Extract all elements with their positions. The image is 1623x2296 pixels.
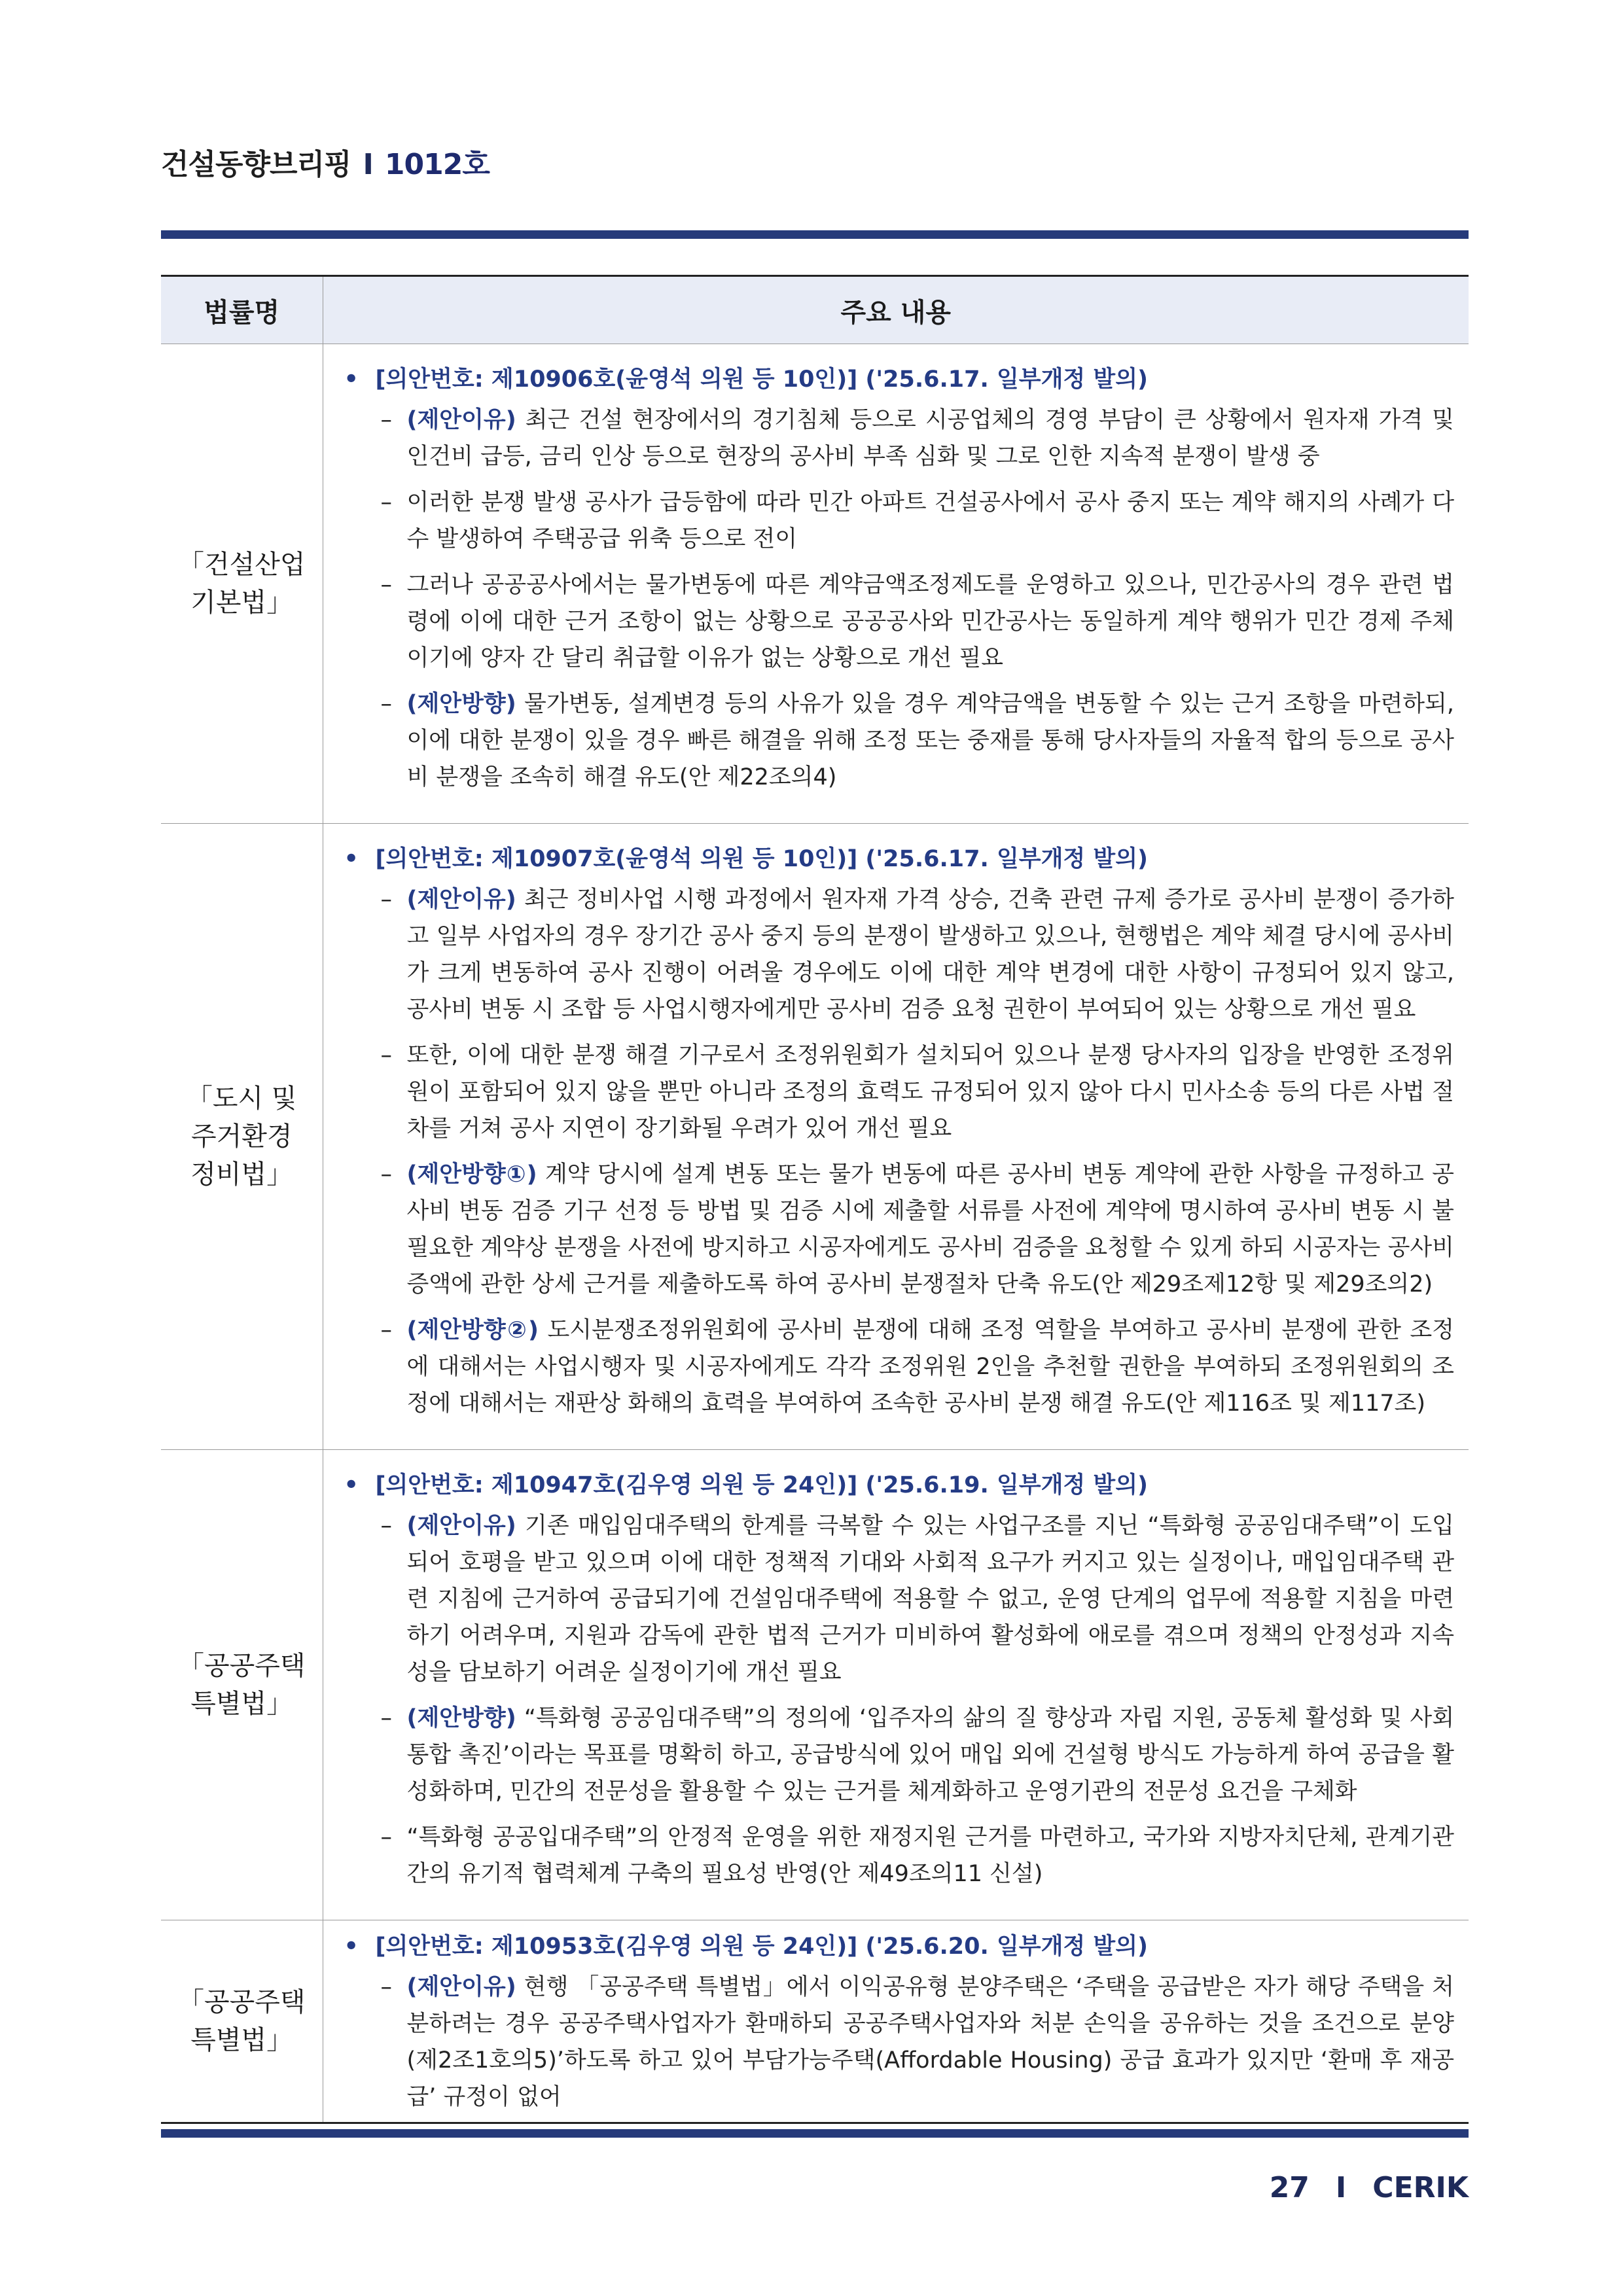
bullet-icon: •: [344, 846, 359, 872]
law-name: 「공공주택 특별법」: [161, 1920, 323, 2123]
table-row: [161, 344, 1469, 824]
bullet-icon: •: [344, 1934, 359, 1960]
law-name: 「공공주택 특별법」: [161, 1450, 323, 1920]
table-header-row: [161, 276, 1469, 344]
bullet-icon: •: [344, 366, 359, 393]
list-item: – (제안방향) “특화형 공공임대주택”의 정의에 ‘입주자의 삶의 질 향상과 자립 지원, 공동체 활성화 및 사회통합 촉진’이라는 목표를 명확히 하고, 공급방식에 있어 매입 외에 건설형 방식도 가능하게 하여 공급을 활성화하며, 민간의 전문성을 활용할 수 있는 근거를 체계화하고 운영기관의 전문성 요건을 구체화: [380, 1705, 1454, 1805]
bill-heading: • [의안번호: 제10906호(윤영석 의원 등 10인)] ('25.6.17. 일부개정 발의): [323, 361, 1455, 398]
law-name: 「도시 및 주거환경 정비법」: [161, 824, 323, 1450]
table-row: [161, 1450, 1469, 1920]
list-item: – “특화형 공공입대주택”의 안정적 운영을 위한 재정지원 근거를 마련하고, 국가와 지방자치단체, 관계기관 간의 유기적 협력체계 구축의 필요성 반영(안 제49조의11 신설): [380, 1824, 1454, 1887]
list-item: – (제안이유) 최근 건설 현장에서의 경기침체 등으로 시공업체의 경영 부담이 큰 상황에서 원자재 가격 및 인건비 급등, 금리 인상 등으로 현장의 공사비 부족 심화 및 그로 인한 지속적 분쟁이 발생 중: [380, 407, 1454, 470]
list-item: – (제안방향) 물가변동, 설계변경 등의 사유가 있을 경우 계약금액을 변동할 수 있는 근거 조항을 마련하되, 이에 대한 분쟁이 있을 경우 빠른 해결을 위해 조정 또는 중재를 통해 당사자들의 자율적 합의 등으로 공사비 분쟁을 조속히 해결 유도(안 제22조의4): [380, 691, 1454, 790]
bill-heading: • [의안번호: 제10953호(김우영 의원 등 24인)] ('25.6.20. 일부개정 발의): [323, 1928, 1455, 1965]
list-item: – (제안이유) 최근 정비사업 시행 과정에서 원자재 가격 상승, 건축 관련 규제 증가로 공사비 분쟁이 증가하고 일부 사업자의 경우 장기간 공사 중지 등의 분쟁이 발생하고 있으나, 현행법은 계약 체결 당시에 공사비가 크게 변동하여 공사 진행이 어려울 경우에도 이에 대한 계약 변경에 대한 사항이 규정되어 있지 않고, 공사비 변동 시 조합 등 사업시행자에게만 공사비 검증 요청 권한이 부여되어 있는 상황으로 개선 필요: [380, 887, 1454, 1023]
list-item: – 이러한 분쟁 발생 공사가 급등함에 따라 민간 아파트 건설공사에서 공사 중지 또는 계약 해지의 사례가 다수 발생하여 주택공급 위축 등으로 전이: [380, 489, 1454, 552]
header-separator: I: [363, 148, 373, 181]
bill-heading: • [의안번호: 제10907호(윤영석 의원 등 10인)] ('25.6.17. 일부개정 발의): [323, 841, 1455, 877]
page-number: 27: [1269, 2171, 1310, 2204]
column-header-content: 주요 내용: [323, 276, 1469, 344]
list-item: – 그러나 공공공사에서는 물가변동에 따른 계약금액조정제도를 운영하고 있으나, 민간공사의 경우 관련 법령에 이에 대한 근거 조항이 없는 상황으로 공공공사와 민간공사는 동일하게 계약 행위가 민간 경제 주체이기에 양자 간 달리 취급할 이유가 없는 상황으로 개선 필요: [380, 572, 1454, 671]
list-item: – 또한, 이에 대한 분쟁 해결 기구로서 조정위원회가 설치되어 있으나 분쟁 당사자의 입장을 반영한 조정위원이 포함되어 있지 않을 뿐만 아니라 조정의 효력도 규정되어 있지 않아 다시 민사소송 등의 다른 사법 절차를 거쳐 공사 지연이 장기화될 우려가 있어 개선 필요: [380, 1042, 1454, 1142]
footer-separator: I: [1335, 2171, 1347, 2204]
publication-title: 건설동향브리핑: [161, 148, 351, 181]
top-rule: [161, 230, 1469, 239]
table-row: [161, 824, 1469, 1450]
bottom-rule: [161, 2129, 1469, 2138]
column-header-law: 법률명: [161, 276, 323, 344]
page-footer: [1270, 2171, 1469, 2204]
list-item: – (제안이유) 현행 「공공주택 특별법」에서 이익공유형 분양주택은 ‘주택을 공급받은 자가 해당 주택을 처분하려는 경우 공공주택사업자가 환매하되 공공주택사업자와 처분 손익을 공유하는 것을 조건으로 분양(제2조1호의5)’하도록 하고 있어 부담가능주택(Affordable Housing) 공급 효과가 있지만 ‘환매 후 재공급’ 규정이 없어: [380, 1974, 1454, 2110]
list-item: – (제안방향②) 도시분쟁조정위원회에 공사비 분쟁에 대해 조정 역할을 부여하고 공사비 분쟁에 관한 조정에 대해서는 사업시행자 및 시공자에게도 각각 조정위원 2인을 추천할 권한을 부여하되 조정위원회의 조정에 대해서는 재판상 화해의 효력을 부여하여 조속한 공사비 분쟁 해결 유도(안 제116조 및 제117조): [380, 1317, 1454, 1417]
issue-number: 1012호: [384, 148, 490, 181]
law-content: [323, 344, 1469, 824]
list-item: – (제안방향①) 계약 당시에 설계 변동 또는 물가 변동에 따른 공사비 변동 계약에 관한 사항을 규정하고 공사비 변동 검증 기구 선정 등 방법 및 검증 시에 제출할 서류를 사전에 계약에 명시하여 공사비 변동 시 불필요한 계약상 분쟁을 사전에 방지하고 시공자에게도 공사비 검증을 요청할 수 있게 하되 시공자는 공사비 증액에 관한 상세 근거를 제출하도록 하여 공사비 분쟁절차 단축 유도(안 제29조제12항 및 제29조의2): [380, 1161, 1454, 1298]
law-content: [323, 1450, 1469, 1920]
bullet-icon: •: [344, 1472, 359, 1498]
table-row: [161, 1920, 1469, 2123]
running-header: [161, 141, 490, 183]
publisher-name: CERIK: [1372, 2171, 1469, 2204]
law-content: [323, 1920, 1469, 2123]
bill-heading: • [의안번호: 제10947호(김우영 의원 등 24인)] ('25.6.19. 일부개정 발의): [323, 1467, 1455, 1504]
law-name: 「건설산업 기본법」: [161, 344, 323, 824]
law-content: [323, 824, 1469, 1450]
law-table: [161, 275, 1469, 2124]
list-item: – (제안이유) 기존 매입임대주택의 한계를 극복할 수 있는 사업구조를 지닌 “특화형 공공임대주택”이 도입되어 호평을 받고 있으며 이에 대한 정책적 기대와 사회적 요구가 커지고 있는 실정이나, 매입임대주택 관련 지침에 근거하여 공급되기에 건설임대주택에 적용할 수 없고, 운영 단계의 업무에 적용할 지침을 마련하기 어려우며, 지원과 감독에 관한 법적 근거가 미비하여 활성화에 애로를 겪으며 정책의 안정성과 지속성을 담보하기 어려운 실정이기에 개선 필요: [380, 1513, 1454, 1686]
